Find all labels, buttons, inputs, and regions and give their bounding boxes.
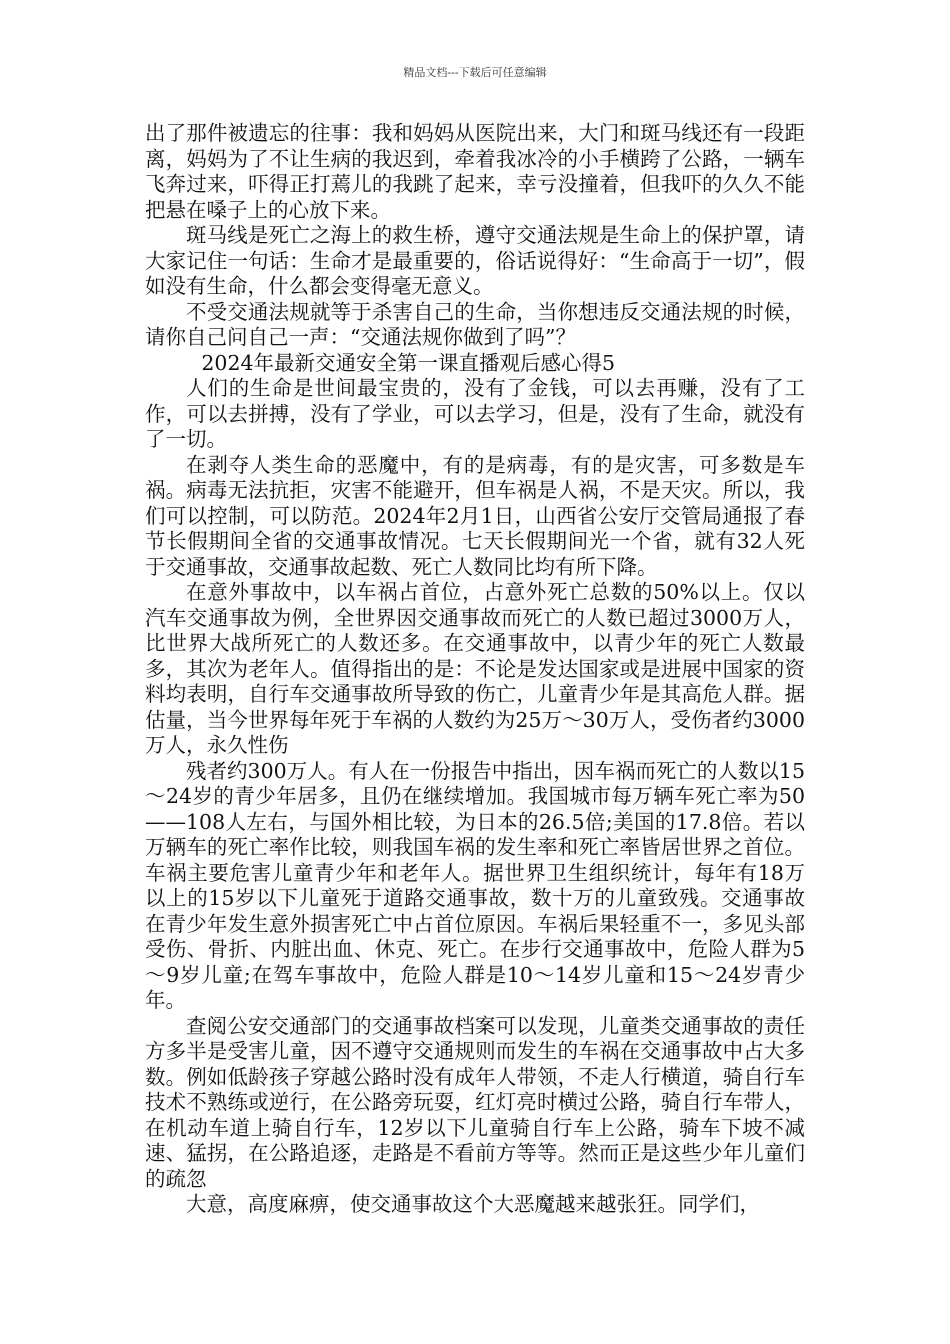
paragraph-5: 人们的生命是世间最宝贵的，没有了金钱，可以去再赚，没有了工作，可以去拼搏，没有了学业，可以去学习，但是，没有了生命，就没有了一切。 [145, 376, 805, 451]
paragraph-1: 出了那件被遗忘的往事：我和妈妈从医院出来，大门和斑马线还有一段距离，妈妈为了不让生病的我迟到，牵着我冰冷的小手横跨了公路，一辆车飞奔过来，吓得正打蔫儿的我跳了起来，幸亏没撞着，但我吓的久久不能把悬在嗓子上的心放下来。 [145, 121, 805, 222]
paragraph-2: 斑马线是死亡之海上的救生桥，遵守交通法规是生命上的保护罩，请大家记住一句话：生命才是最重要的，俗话说得好：“生命高于一切”，假如没有生命，什么都会变得毫无意义。 [145, 223, 805, 298]
section-heading: 2024年最新交通安全第一课直播观后感心得5 [201, 350, 616, 375]
paragraph-8: 残者约300万人。有人在一份报告中指出，因车祸而死亡的人数以15～24岁的青少年居多，且仍在继续增加。我国城市每万辆车死亡率为50——108人左右，与国外相比较，为日本的26.5倍;美国的17.8倍。若以万辆车的死亡率作比较，则我国车祸的发生率和死亡率皆居世界之首位。车祸主要危害儿童青少年和老年人。据世界卫生组织统计，每年有18万以上的15岁以下儿童死于道路交通事故，数十万的儿童致残。交通事故在青少年发生意外损害死亡中占首位原因。车祸后果轻重不一，多见头部受伤、骨折、内脏出血、休克、死亡。在步行交通事故中，危险人群为5～9岁儿童;在驾车事故中，危险人群是10～14岁儿童和15～24岁青少年。 [145, 758, 805, 1012]
document-body [145, 121, 805, 1218]
paragraph-9: 查阅公安交通部门的交通事故档案可以发现，儿童类交通事故的责任方多半是受害儿童，因不遵守交通规则而发生的车祸在交通事故中占大多数。例如低龄孩子穿越公路时没有成年人带领，不走人行横道，骑自行车技术不熟练或逆行，在公路旁玩耍，红灯亮时横过公路，骑自行车带人，在机动车道上骑自行车，12岁以下儿童骑自行车上公路，骑车下坡不减速、猛拐，在公路追逐，走路是不看前方等等。然而正是这些少年儿童们的疏忽 [145, 1013, 805, 1191]
paragraph-10: 大意，高度麻痹，使交通事故这个大恶魔越来越张狂。同学们， [186, 1192, 760, 1216]
paragraph-6: 在剥夺人类生命的恶魔中，有的是病毒，有的是灾害，可多数是车祸。病毒无法抗拒，灾害不能避开，但车祸是人祸，不是天灾。所以，我们可以控制，可以防范。2024年2月1日，山西省公安厅交管局通报了春节长假期间全省的交通事故情况。七天长假期间光一个省，就有32人死于交通事故，交通事故起数、死亡人数同比均有所下降。 [145, 452, 805, 579]
page-header: 精品文档---下载后可任意编辑 [403, 66, 547, 79]
paragraph-3: 不受交通法规就等于杀害自己的生命，当你想违反交通法规的时候，请你自己问自己一声：“交通法规你做到了吗”？ [145, 299, 805, 349]
paragraph-7: 在意外事故中，以车祸占首位，占意外死亡总数的50%以上。仅以汽车交通事故为例，全世界因交通事故而死亡的人数已超过3000万人，比世界大战所死亡的人数还多。在交通事故中，以青少年的死亡人数最多，其次为老年人。值得指出的是：不论是发达国家或是进展中国家的资料均表明，自行车交通事故所导致的伤亡，儿童青少年是其高危人群。据估量，当今世界每年死于车祸的人数约为25万～30万人，受伤者约3000万人，永久性伤 [145, 580, 805, 757]
